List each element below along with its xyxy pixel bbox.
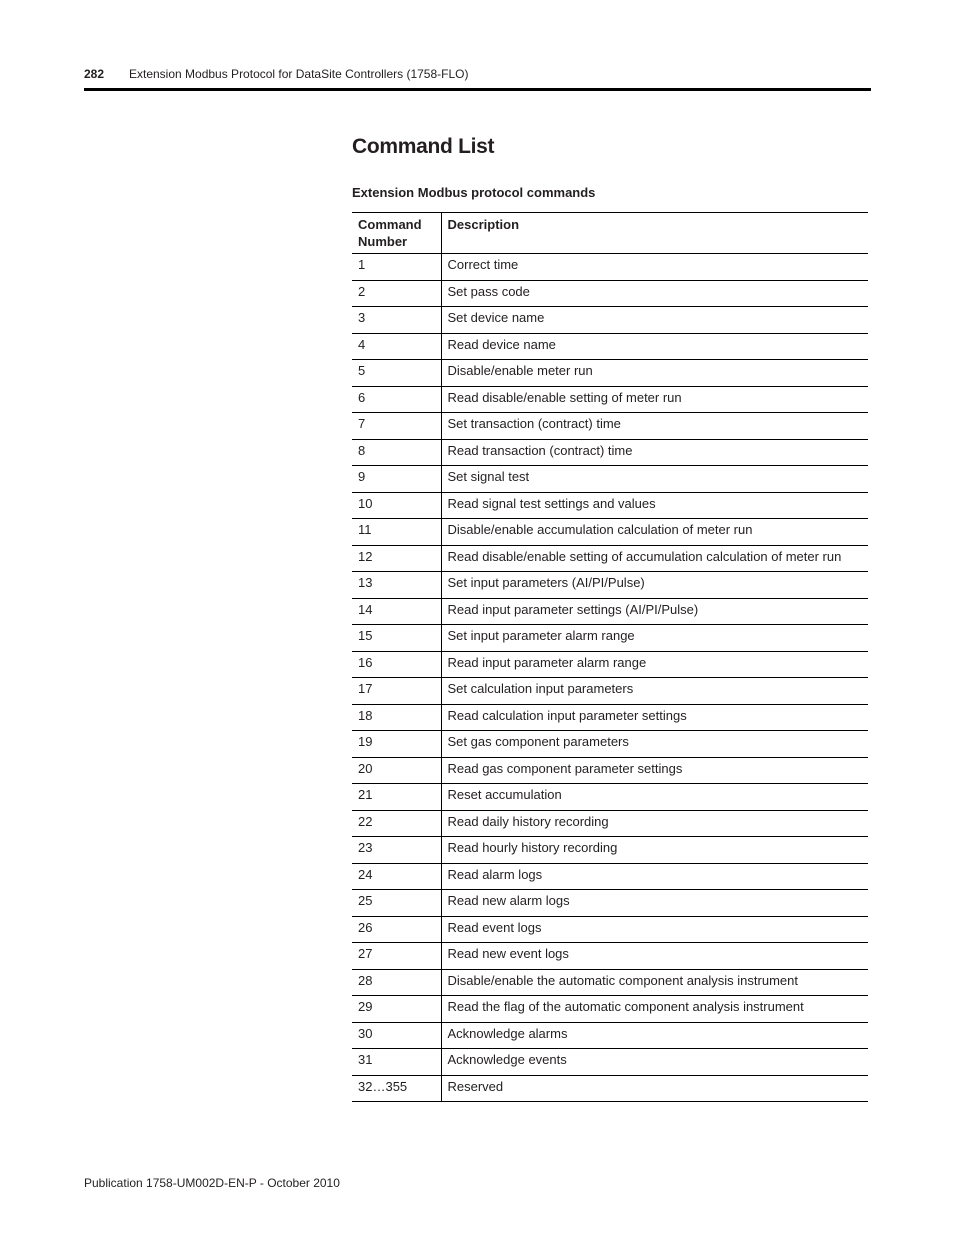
- command-number-cell: 32…355: [352, 1075, 441, 1102]
- description-cell: Disable/enable the automatic component analysis instrument: [441, 969, 868, 996]
- description-cell: Read gas component parameter settings: [441, 757, 868, 784]
- table-row: [352, 545, 868, 572]
- description-cell: Read disable/enable setting of meter run: [441, 386, 868, 413]
- command-number-cell: 7: [352, 413, 441, 440]
- table-row: [352, 598, 868, 625]
- description-cell: Read hourly history recording: [441, 837, 868, 864]
- description-cell: Set signal test: [441, 466, 868, 493]
- table-row: [352, 651, 868, 678]
- command-number-cell: 28: [352, 969, 441, 996]
- page-header: [84, 66, 871, 82]
- table-row: [352, 810, 868, 837]
- command-number-cell: 18: [352, 704, 441, 731]
- description-cell: Read transaction (contract) time: [441, 439, 868, 466]
- command-number-cell: 25: [352, 890, 441, 917]
- table-row: [352, 333, 868, 360]
- description-cell: Acknowledge alarms: [441, 1022, 868, 1049]
- description-cell: Correct time: [441, 254, 868, 281]
- description-cell: Set input parameters (AI/PI/Pulse): [441, 572, 868, 599]
- table-row: [352, 757, 868, 784]
- command-number-cell: 16: [352, 651, 441, 678]
- table-row: [352, 837, 868, 864]
- table-caption: Extension Modbus protocol commands: [352, 185, 596, 200]
- table-row: [352, 916, 868, 943]
- table-row: [352, 1049, 868, 1076]
- command-number-cell: 10: [352, 492, 441, 519]
- command-number-cell: 12: [352, 545, 441, 572]
- description-cell: Read the flag of the automatic component analysis instrument: [441, 996, 868, 1023]
- description-cell: Read disable/enable setting of accumulation calculation of meter run: [441, 545, 868, 572]
- section-title: Command List: [352, 135, 495, 158]
- command-number-cell: 15: [352, 625, 441, 652]
- command-number-cell: 22: [352, 810, 441, 837]
- description-cell: Disable/enable accumulation calculation of meter run: [441, 519, 868, 546]
- description-cell: Read input parameter settings (AI/PI/Pulse): [441, 598, 868, 625]
- table-row: [352, 890, 868, 917]
- column-header-description: Description: [441, 213, 868, 254]
- table-row: [352, 943, 868, 970]
- description-cell: Read alarm logs: [441, 863, 868, 890]
- description-cell: Read input parameter alarm range: [441, 651, 868, 678]
- command-number-cell: 6: [352, 386, 441, 413]
- command-number-cell: 31: [352, 1049, 441, 1076]
- table-row: [352, 413, 868, 440]
- table-row: [352, 704, 868, 731]
- column-header-command-number: Command Number: [352, 213, 441, 254]
- table-row: [352, 572, 868, 599]
- command-number-cell: 24: [352, 863, 441, 890]
- command-number-cell: 30: [352, 1022, 441, 1049]
- description-cell: Set gas component parameters: [441, 731, 868, 758]
- command-number-cell: 27: [352, 943, 441, 970]
- description-cell: Read calculation input parameter settings: [441, 704, 868, 731]
- description-cell: Disable/enable meter run: [441, 360, 868, 387]
- header-rule: [84, 88, 871, 91]
- table-row: [352, 386, 868, 413]
- command-number-cell: 23: [352, 837, 441, 864]
- command-number-cell: 2: [352, 280, 441, 307]
- description-cell: Read new event logs: [441, 943, 868, 970]
- table-row: [352, 492, 868, 519]
- command-number-cell: 4: [352, 333, 441, 360]
- description-cell: Set calculation input parameters: [441, 678, 868, 705]
- table-row: [352, 1022, 868, 1049]
- table-body: [352, 254, 868, 1102]
- description-cell: Read event logs: [441, 916, 868, 943]
- command-number-cell: 8: [352, 439, 441, 466]
- table-row: [352, 360, 868, 387]
- description-cell: Read device name: [441, 333, 868, 360]
- page-footer: Publication 1758-UM002D-EN-P - October 2010: [84, 1176, 340, 1190]
- command-table: [352, 212, 868, 1102]
- table-row: [352, 731, 868, 758]
- table-row: [352, 863, 868, 890]
- description-cell: Set input parameter alarm range: [441, 625, 868, 652]
- description-cell: Reset accumulation: [441, 784, 868, 811]
- command-number-cell: 29: [352, 996, 441, 1023]
- command-number-cell: 11: [352, 519, 441, 546]
- table-header-row: [352, 213, 868, 254]
- page-number: 282: [84, 67, 105, 81]
- command-number-cell: 19: [352, 731, 441, 758]
- command-number-cell: 9: [352, 466, 441, 493]
- command-number-cell: 3: [352, 307, 441, 334]
- table-row: [352, 307, 868, 334]
- table-row: [352, 678, 868, 705]
- description-cell: Read signal test settings and values: [441, 492, 868, 519]
- command-number-cell: 21: [352, 784, 441, 811]
- table-row: [352, 466, 868, 493]
- table-row: [352, 519, 868, 546]
- table-row: [352, 254, 868, 281]
- command-number-cell: 17: [352, 678, 441, 705]
- description-cell: Set pass code: [441, 280, 868, 307]
- command-number-cell: 20: [352, 757, 441, 784]
- description-cell: Read new alarm logs: [441, 890, 868, 917]
- command-number-cell: 5: [352, 360, 441, 387]
- running-title: Extension Modbus Protocol for DataSite Controllers (1758-FLO): [129, 67, 469, 81]
- description-cell: Reserved: [441, 1075, 868, 1102]
- description-cell: Read daily history recording: [441, 810, 868, 837]
- description-cell: Acknowledge events: [441, 1049, 868, 1076]
- table-row: [352, 996, 868, 1023]
- command-number-cell: 13: [352, 572, 441, 599]
- table-row: [352, 1075, 868, 1102]
- description-cell: Set device name: [441, 307, 868, 334]
- table-row: [352, 280, 868, 307]
- command-number-cell: 1: [352, 254, 441, 281]
- description-cell: Set transaction (contract) time: [441, 413, 868, 440]
- table-row: [352, 439, 868, 466]
- table-row: [352, 784, 868, 811]
- table-row: [352, 969, 868, 996]
- command-number-cell: 14: [352, 598, 441, 625]
- command-number-cell: 26: [352, 916, 441, 943]
- table-row: [352, 625, 868, 652]
